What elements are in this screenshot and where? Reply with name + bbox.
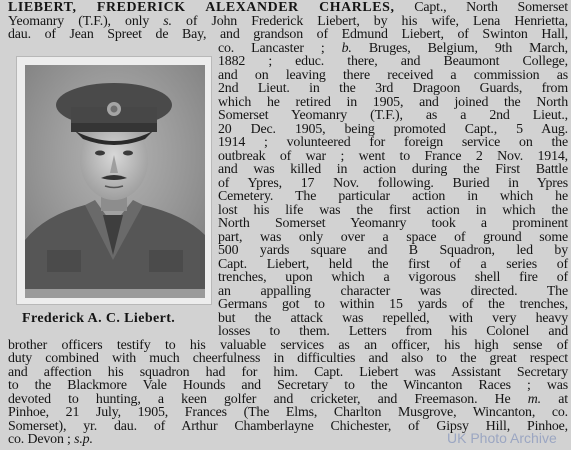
- entry-line: an appalling character was directed. The: [218, 283, 568, 299]
- entry-line: losses to them. Letters from his Colonel and: [218, 324, 568, 339]
- entry-line: Yeomanry (T.F.), only s. of John Frederick Liebert, by his wife, Lena Henrietta,: [8, 13, 568, 29]
- archive-watermark: UK Photo Archive: [447, 430, 557, 446]
- entry-line: Capt. Liebert, held the first of a series of: [218, 256, 568, 272]
- entry-line: North Somerset Yeomanry took a prominent: [218, 216, 568, 231]
- entry-heading-line: [8, 1, 568, 15]
- entry-line: but the attack was repelled, with very heavy: [218, 310, 568, 326]
- entry-line: which he retired in 1905, and joined the North: [218, 94, 568, 110]
- entry-line: dau. of Jean Spreet de Bay, and grandson of Edmund Liebert, of Swinton Hall,: [8, 27, 568, 42]
- entry-line: Somerset), yr. dau. of Arthur Chamberlayne Chichester, of Gipsy Hill, Pinhoe,: [8, 418, 568, 434]
- entry-line: 20 Dec. 1905, being promoted Capt., 5 Aug.: [218, 121, 568, 137]
- entry-line: Somerset Yeomanry (T.F.), as a 2nd Lieut.,: [218, 108, 568, 123]
- entry-line: to the Blackmore Vale Hounds and Secretary to the Wincanton Races ; was: [8, 378, 568, 393]
- entry-line: part, was only over a space of ground some: [218, 229, 568, 245]
- entry-line: devoted to hunting, a keen golfer and cricketer, and Freemason. He m. at: [8, 391, 568, 407]
- entry-line: Germans got to within 15 yards of the trenches,: [218, 297, 568, 312]
- portrait-caption: Frederick A. C. Liebert.: [22, 310, 176, 326]
- entry-line: co. Lancaster ; b. Bruges, Belgium, 9th March,: [218, 40, 568, 56]
- entry-line: and was killed in action during the First Battle: [218, 162, 568, 177]
- entry-line-text: Capt., North Somerset: [394, 0, 568, 15]
- entry-line: and on leaving there received a commission as: [218, 67, 568, 83]
- entry-line: co. Devon ; s.p.: [8, 432, 93, 447]
- entry-line: outbreak of war ; went to France 2 Nov. 1914,: [218, 148, 568, 164]
- entry-line: Cemetery. The particular action in which he: [218, 189, 568, 204]
- entry-line: trenches, upon which a vigorous shell fire of: [218, 270, 568, 285]
- entry-line: 2nd Lieut. in the 3rd Dragoon Guards, from: [218, 81, 568, 96]
- entry-line: Pinhoe, 21 July, 1905, Frances (The Elms, Charlton Musgrove, Wincanton, co.: [8, 405, 568, 420]
- officer-name-heading: LIEBERT, FREDERICK ALEXANDER CHARLES,: [8, 0, 395, 15]
- portrait-illustration: [25, 65, 205, 289]
- entry-line: lost his life was the first action in which the: [218, 202, 568, 218]
- portrait-frame: [16, 56, 212, 305]
- officer-portrait-photo: [25, 65, 205, 298]
- entry-line: and affection his squadron had for him. Capt. Liebert was Assistant Secretary: [8, 364, 568, 380]
- entry-line: of Ypres, 17 Nov. following. Buried in Ypres: [218, 175, 568, 191]
- entry-line: 1914 ; volunteered for foreign service on the: [218, 135, 568, 150]
- entry-line: 1882 ; educ. there, and Beaumont College,: [218, 54, 568, 69]
- entry-line: brother officers testify to his valuable services as an officer, his high sense of: [8, 337, 568, 353]
- entry-line: duty combined with much cheerfulness in difficulties and also to the great respect: [8, 351, 568, 366]
- entry-line: 500 yards square and B Squadron, led by: [218, 243, 568, 258]
